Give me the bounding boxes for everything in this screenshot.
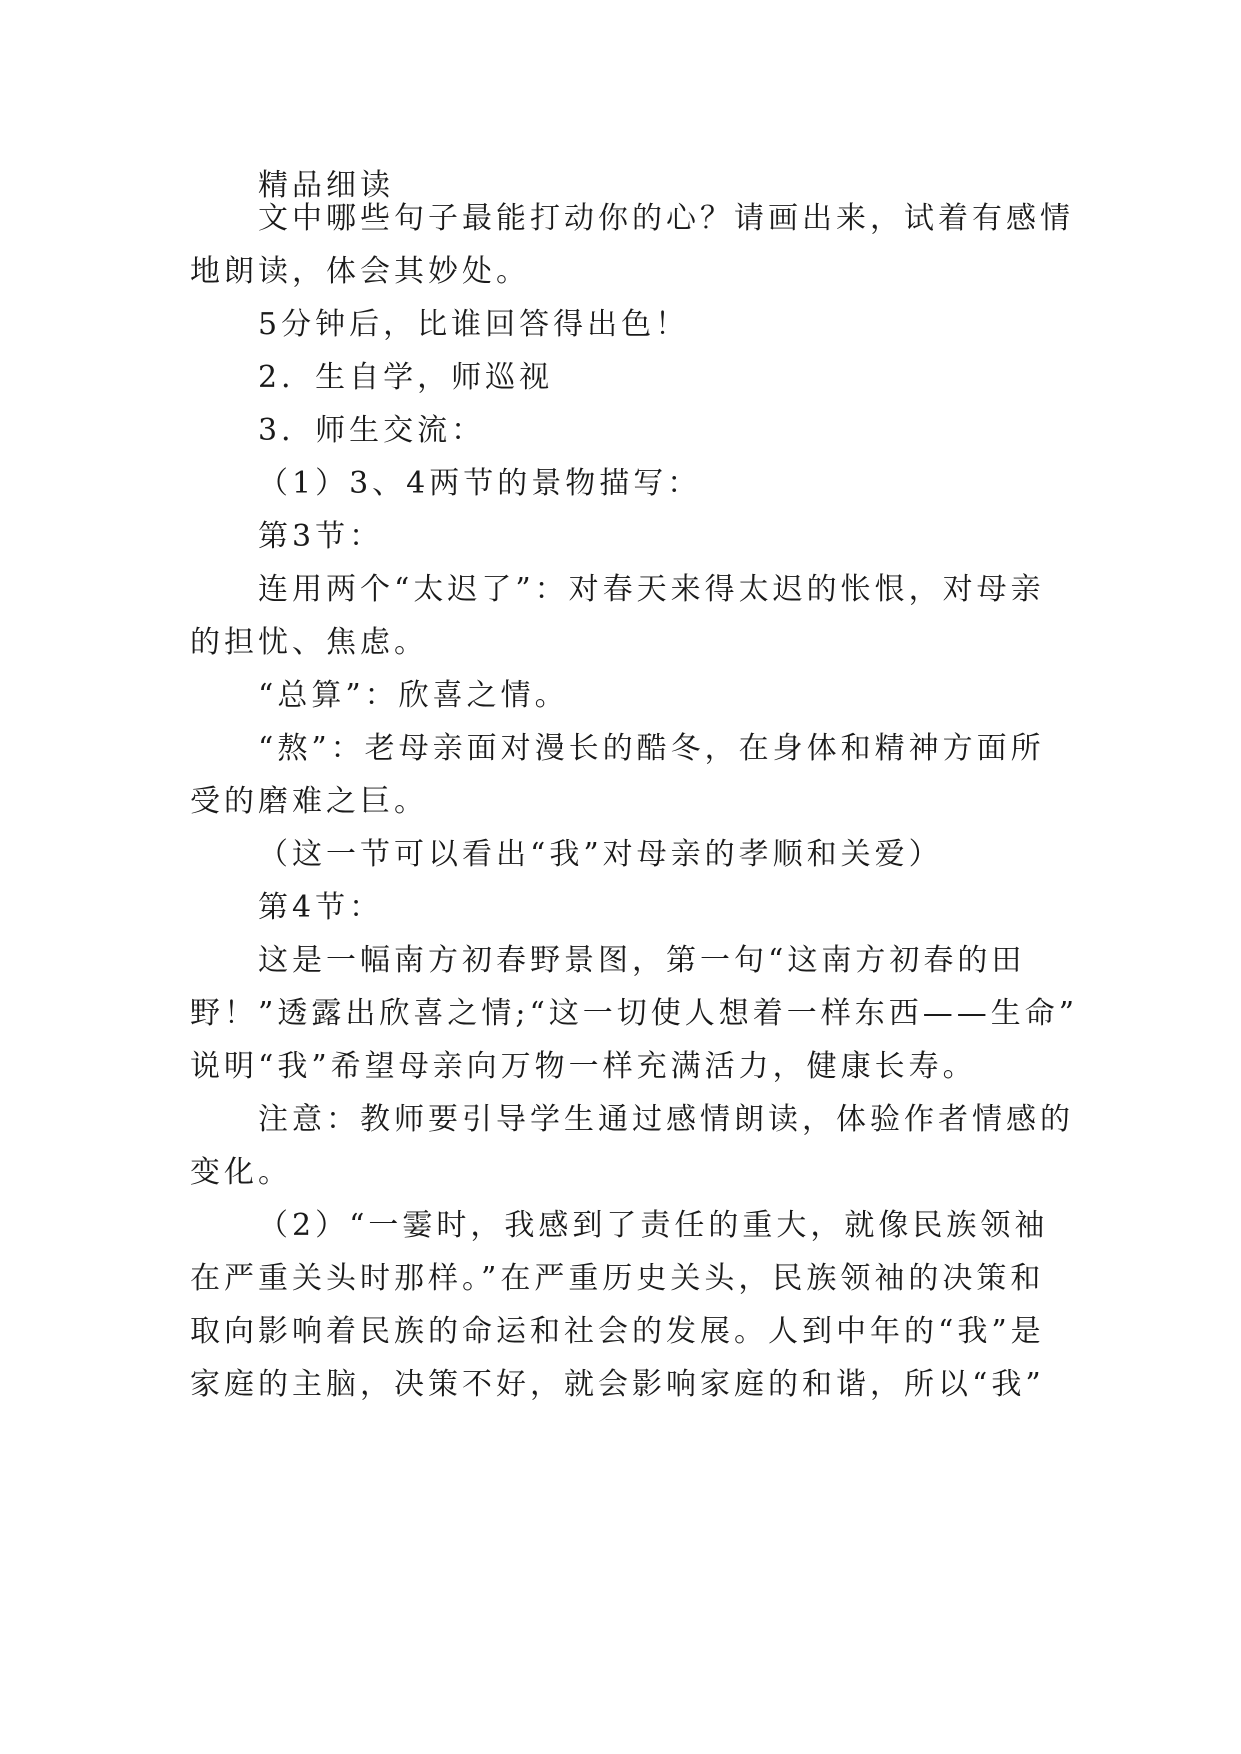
paragraph-line: 在严重关头时那样。”在严重历史关头，民族领袖的决策和 <box>190 1261 1045 1296</box>
paragraph-line: 变化。 <box>190 1155 292 1190</box>
paragraph-line: 家庭的主脑，决策不好，就会影响家庭的和谐，所以“我” <box>190 1367 1045 1402</box>
paragraph-line: 这是一幅南方初春野景图，第一句“这南方初春的田 <box>258 943 1026 978</box>
paragraph-line: 5分钟后，比谁回答得出色！ <box>258 307 690 342</box>
paragraph-line: 野！”透露出欣喜之情;“这一切使人想着一样东西——生命” <box>190 996 1079 1031</box>
list-item: 2．生自学，师巡视 <box>258 360 554 395</box>
paragraph-line: 取向影响着民族的命运和社会的发展。人到中年的“我”是 <box>190 1314 1045 1349</box>
paragraph-line: 受的磨难之巨。 <box>190 784 428 819</box>
list-item: （1）3、4两节的景物描写： <box>258 466 702 501</box>
paragraph-line: （这一节可以看出“我”对母亲的孝顺和关爱） <box>258 837 943 872</box>
paragraph-line: 的担忧、焦虑。 <box>190 625 428 660</box>
paragraph-line: （2）“一霎时，我感到了责任的重大，就像民族领袖 <box>258 1208 1049 1243</box>
section-heading: 精品细读 <box>258 168 394 203</box>
paragraph-line: 说明“我”希望母亲向万物一样充满活力，健康长寿。 <box>190 1049 977 1084</box>
paragraph-line: 注意：教师要引导学生通过感情朗读，体验作者情感的 <box>258 1102 1074 1137</box>
paragraph-line: 连用两个“太迟了”：对春天来得太迟的怅恨，对母亲 <box>258 572 1045 607</box>
subsection-heading: 第3节： <box>258 519 384 554</box>
list-item: 3．师生交流： <box>258 413 486 448</box>
paragraph-line: 地朗读，体会其妙处。 <box>190 254 530 289</box>
paragraph-line: 文中哪些句子最能打动你的心？请画出来，试着有感情 <box>258 201 1074 236</box>
paragraph-line: “总算”：欣喜之情。 <box>258 678 569 713</box>
subsection-heading: 第4节： <box>258 890 384 925</box>
paragraph-line: “熬”：老母亲面对漫长的酷冬，在身体和精神方面所 <box>258 731 1045 766</box>
